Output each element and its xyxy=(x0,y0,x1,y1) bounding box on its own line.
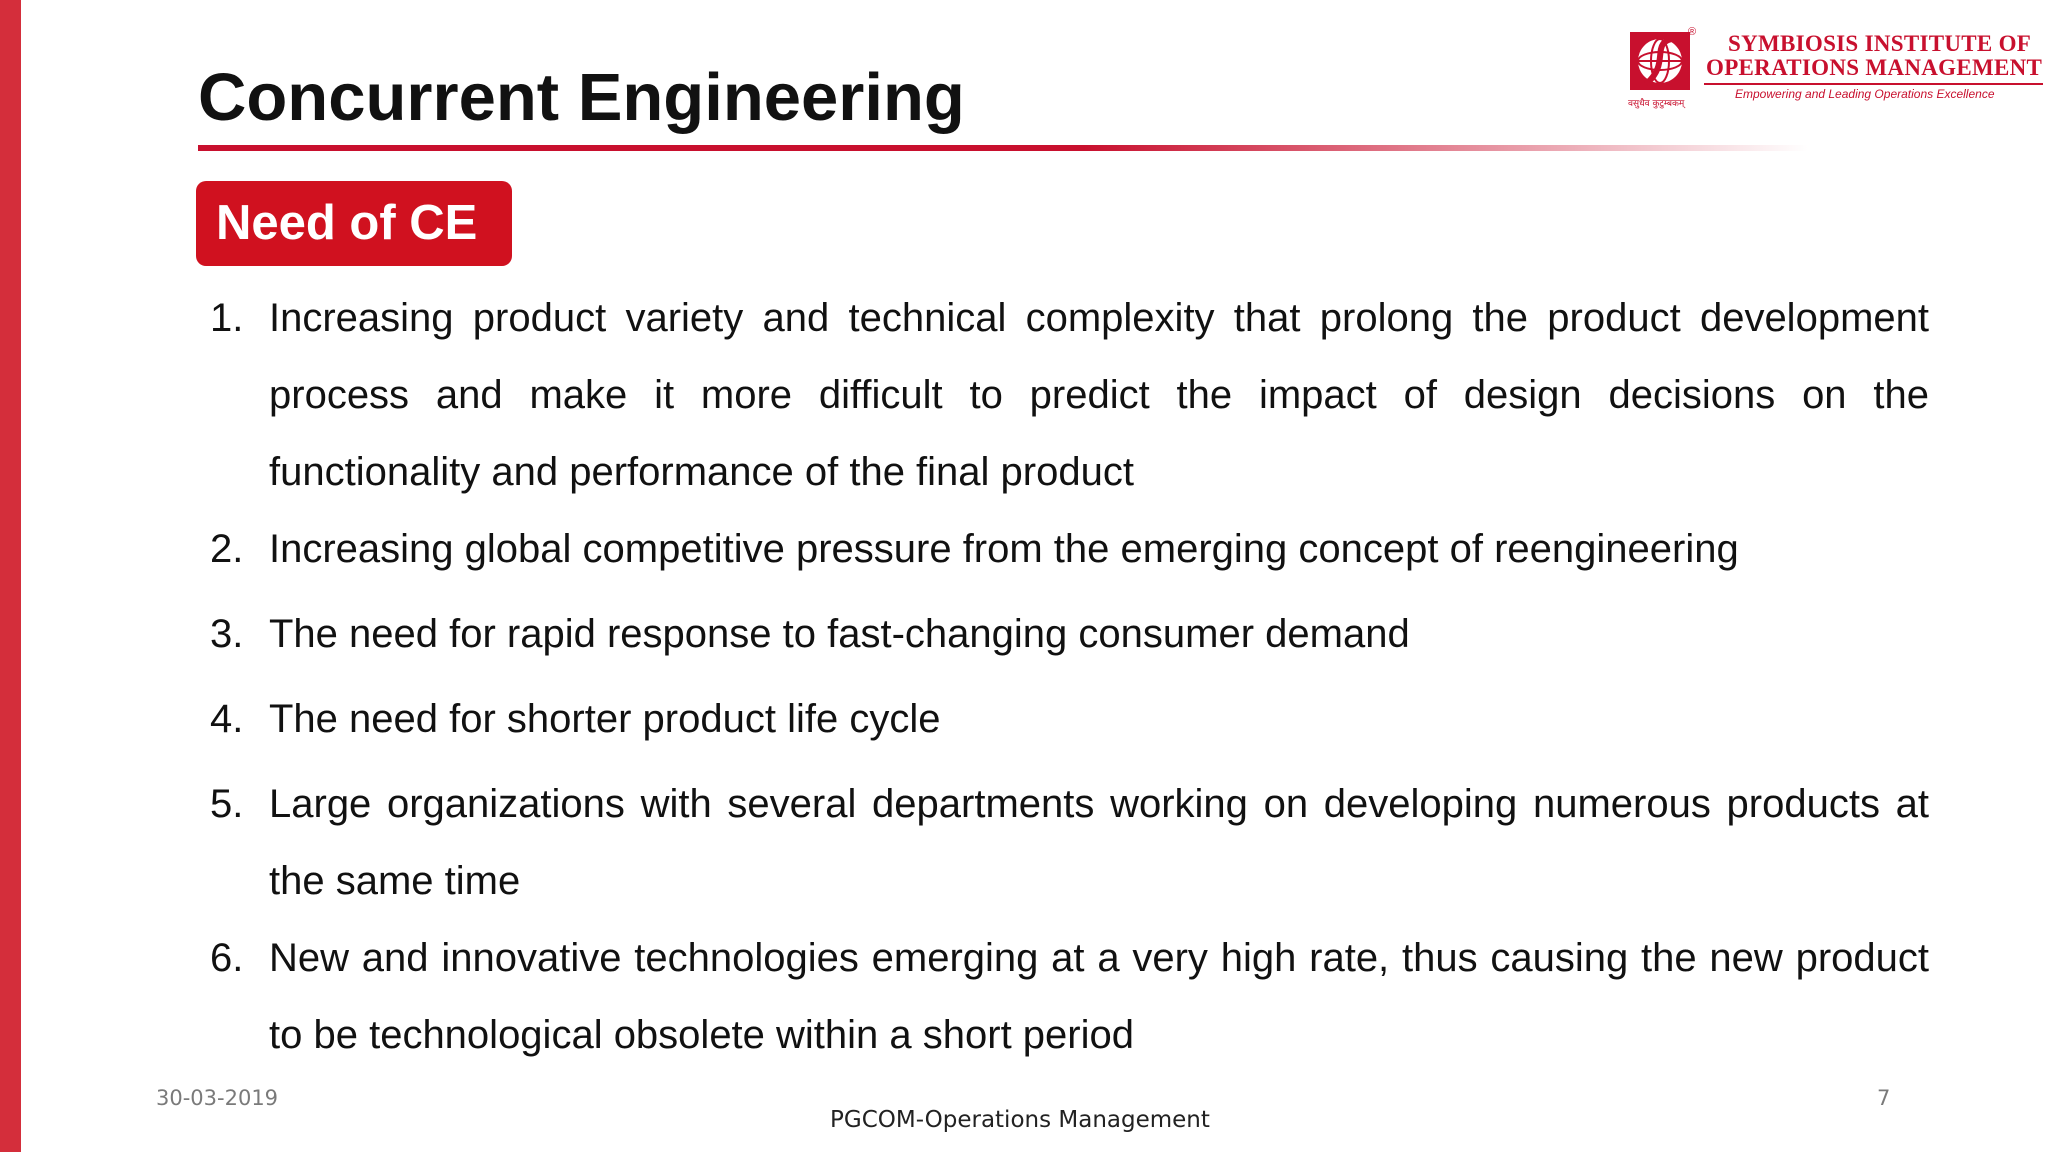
list-item-text: The need for shorter product life cycle xyxy=(269,697,941,741)
list-item-text: The need for rapid response to fast-changing consumer demand xyxy=(269,612,1410,656)
logo-divider xyxy=(1704,83,2043,85)
institute-logo xyxy=(1628,28,2043,116)
logo-name-line2: OPERATIONS MANAGEMENT xyxy=(1706,55,2043,80)
list-item-text: Increasing product variety and technical complexity that prolong the product development process and make it more difficult to predict the impact of design decisions on the functionality and performance of the final product xyxy=(269,296,1929,494)
list-item-number: 2. xyxy=(210,527,244,571)
footer-date: 30-03-2019 xyxy=(156,1086,279,1110)
title-underline xyxy=(198,145,1808,151)
slide-title: Concurrent Engineering xyxy=(198,60,965,135)
list-item-text: Large organizations with several departments working on developing numerous products at the same time xyxy=(269,782,1929,903)
list-item-number: 5. xyxy=(210,782,244,826)
list-item-text: Increasing global competitive pressure from the emerging concept of reengineering xyxy=(269,527,1739,571)
list-item-number: 4. xyxy=(210,697,244,741)
logo-motto: वसुधैव कुटुम्बकम् xyxy=(1628,99,1685,109)
list-item-text: New and innovative technologies emerging at a very high rate, thus causing the new product to be technological obsolete within a short period xyxy=(269,936,1929,1057)
list-item xyxy=(206,766,1929,920)
list-item-number: 3. xyxy=(210,612,244,656)
list-item-number: 1. xyxy=(210,296,244,340)
page-number: 7 xyxy=(1877,1086,1891,1110)
list-item xyxy=(206,920,1929,1074)
list-item xyxy=(206,280,1929,511)
list-item-number: 6. xyxy=(210,936,244,980)
registered-mark: ® xyxy=(1688,26,1697,38)
footer-course-name: PGCOM-Operations Management xyxy=(830,1107,1210,1133)
section-label: Need of CE xyxy=(196,181,512,266)
left-accent-bar xyxy=(0,0,21,1152)
logo-tagline: Empowering and Leading Operations Excellence xyxy=(1735,87,1995,101)
logo-name-line1: SYMBIOSIS INSTITUTE OF xyxy=(1728,31,2032,56)
